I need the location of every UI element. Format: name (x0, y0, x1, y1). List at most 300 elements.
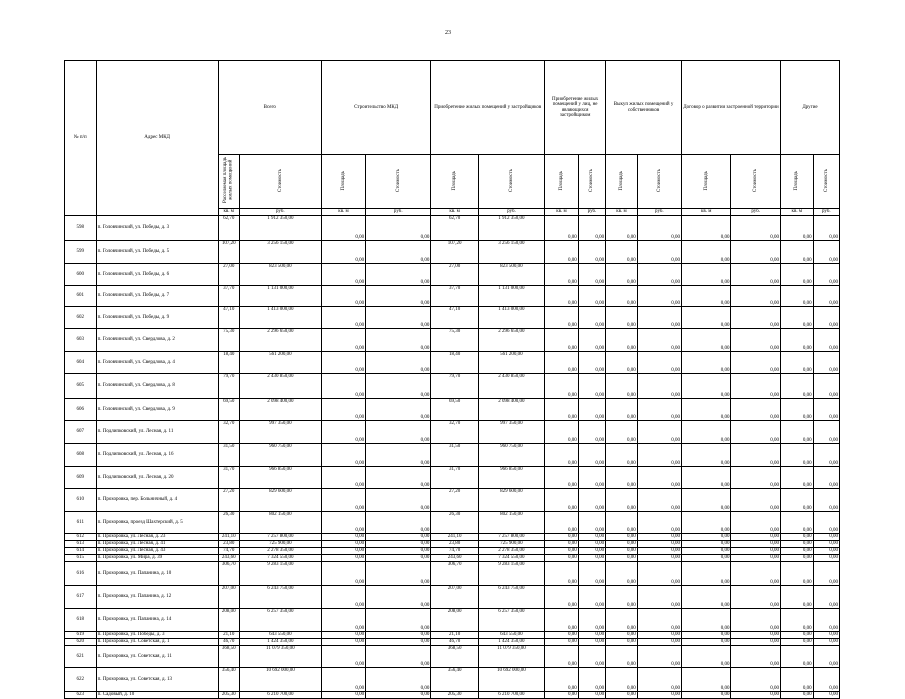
development-area: 0,00 (681, 352, 730, 374)
row-number: 611 (65, 512, 97, 534)
total-area: 208,00 (218, 609, 239, 632)
buyout-cost: 0,00 (637, 307, 681, 329)
other-area: 0,00 (780, 286, 813, 307)
other-area: 0,00 (780, 555, 813, 562)
buyout-area: 0,00 (606, 541, 638, 548)
header-group-developers: Приобретение жилых помещений у застройщиков (431, 61, 545, 155)
row-address: п. Головчинский, ул. Победы, д. 5 (96, 241, 218, 264)
development-cost: 0,00 (731, 555, 781, 562)
row-number: 610 (65, 489, 97, 512)
row-address: п. Головчинский, ул. Свердлова, д. 4 (96, 352, 218, 374)
total-area: 27,20 (218, 489, 239, 512)
development-cost: 0,00 (731, 632, 781, 639)
total-cost: 6 210 700,00 (239, 692, 321, 699)
buyout-cost: 0,00 (637, 286, 681, 307)
unit-label: кв. м (780, 209, 813, 216)
developer-cost: 6 210 700,00 (478, 692, 544, 699)
other-area: 0,00 (780, 512, 813, 534)
development-cost: 0,00 (731, 541, 781, 548)
construction-cost: 0,00 (366, 307, 431, 329)
non-developer-cost: 0,00 (578, 286, 605, 307)
buyout-cost: 0,00 (637, 399, 681, 421)
development-area: 0,00 (681, 286, 730, 307)
developer-cost: 2 430 850,00 (478, 374, 544, 399)
developer-cost: 966 850,00 (478, 467, 544, 489)
total-area: 356,40 (218, 668, 239, 692)
row-number: 623 (65, 692, 97, 699)
row-number: 621 (65, 646, 97, 668)
row-address: п. Прохоровка, ул. Лесная, д. 41 (96, 541, 218, 548)
row-address: п. Прохоровка, ул. Лесная, д. 43 (96, 548, 218, 555)
total-area: 62,70 (218, 216, 239, 241)
development-cost: 0,00 (731, 307, 781, 329)
table-row (65, 512, 840, 534)
non-developer-area: 0,00 (545, 467, 579, 489)
construction-area: 0,00 (321, 489, 365, 512)
row-address: п. Прохоровка, ул. Папанина, д. 14 (96, 609, 218, 632)
developer-cost: 829 600,00 (478, 489, 544, 512)
unit-label: кв. м (321, 209, 365, 216)
non-developer-area: 0,00 (545, 548, 579, 555)
other-area: 0,00 (780, 548, 813, 555)
construction-cost: 0,00 (366, 555, 431, 562)
non-developer-cost: 0,00 (578, 329, 605, 352)
row-address: п. Прохоровка, ул. Советская, д. 13 (96, 668, 218, 692)
total-area: 46,70 (218, 639, 239, 646)
development-cost: 0,00 (731, 548, 781, 555)
header-group-development-agreement: Договор о развитии застроенной территории (681, 61, 780, 155)
total-cost: 960 750,00 (239, 444, 321, 467)
other-cost: 0,00 (813, 374, 839, 399)
row-number: 612 (65, 534, 97, 541)
development-area: 0,00 (681, 264, 730, 286)
header-group-construction: Строительство МКД (321, 61, 431, 155)
total-area: 205,30 (218, 692, 239, 699)
development-area: 0,00 (681, 692, 730, 699)
non-developer-cost: 0,00 (578, 646, 605, 668)
total-cost: 7 257 800,00 (239, 534, 321, 541)
developer-cost: 1 912 350,00 (478, 216, 544, 241)
other-area: 0,00 (780, 264, 813, 286)
non-developer-cost: 0,00 (578, 241, 605, 264)
total-area: 243,60 (218, 555, 239, 562)
buyout-cost: 0,00 (637, 541, 681, 548)
construction-area: 0,00 (321, 639, 365, 646)
non-developer-cost: 0,00 (578, 512, 605, 534)
row-address: п. Прохоровка, ул. Мира, д. 39 (96, 555, 218, 562)
header-address: Адрес МКД (96, 61, 218, 216)
total-area: 27,00 (218, 264, 239, 286)
construction-cost: 0,00 (366, 444, 431, 467)
subheader-area: Площадь (431, 155, 478, 209)
table-row (65, 374, 840, 399)
row-address: п. Прохоровка, ул. Советская, д. 11 (96, 646, 218, 668)
total-area: 31,70 (218, 467, 239, 489)
non-developer-cost: 0,00 (578, 264, 605, 286)
total-cost: 10 692 000,00 (239, 668, 321, 692)
construction-area: 0,00 (321, 541, 365, 548)
buyout-cost: 0,00 (637, 467, 681, 489)
total-cost: 643 550,00 (239, 632, 321, 639)
unit-label: кв. м (545, 209, 579, 216)
other-cost: 0,00 (813, 216, 839, 241)
construction-area: 0,00 (321, 444, 365, 467)
development-cost: 0,00 (731, 609, 781, 632)
non-developer-area: 0,00 (545, 609, 579, 632)
non-developer-cost: 0,00 (578, 562, 605, 586)
other-cost: 0,00 (813, 329, 839, 352)
other-area: 0,00 (780, 216, 813, 241)
non-developer-area: 0,00 (545, 307, 579, 329)
other-area: 0,00 (780, 692, 813, 699)
development-area: 0,00 (681, 307, 730, 329)
other-area: 0,00 (780, 421, 813, 444)
buyout-cost: 0,00 (637, 352, 681, 374)
total-cost: 2 296 650,00 (239, 329, 321, 352)
total-cost: 3 256 150,00 (239, 241, 321, 264)
non-developer-cost: 0,00 (578, 639, 605, 646)
total-area: 79,70 (218, 374, 239, 399)
construction-area: 0,00 (321, 512, 365, 534)
other-area: 0,00 (780, 586, 813, 609)
non-developer-cost: 0,00 (578, 352, 605, 374)
construction-area: 0,00 (321, 329, 365, 352)
unit-label: руб. (813, 209, 839, 216)
non-developer-area: 0,00 (545, 512, 579, 534)
buyout-area: 0,00 (606, 586, 638, 609)
non-developer-cost: 0,00 (578, 668, 605, 692)
developer-cost: 1 413 000,00 (478, 307, 544, 329)
developer-cost: 9 283 150,00 (478, 562, 544, 586)
construction-cost: 0,00 (366, 512, 431, 534)
development-area: 0,00 (681, 609, 730, 632)
buyout-area: 0,00 (606, 374, 638, 399)
development-cost: 0,00 (731, 216, 781, 241)
table-row (65, 216, 840, 241)
row-address: п. Прохоровка, пер. Больничный, д. 4 (96, 489, 218, 512)
development-cost: 0,00 (731, 586, 781, 609)
other-cost: 0,00 (813, 534, 839, 541)
table-row (65, 241, 840, 264)
development-area: 0,00 (681, 632, 730, 639)
buyout-area: 0,00 (606, 534, 638, 541)
development-cost: 0,00 (731, 444, 781, 467)
other-area: 0,00 (780, 352, 813, 374)
buyout-cost: 0,00 (637, 216, 681, 241)
table-row (65, 264, 840, 286)
row-number: 608 (65, 444, 97, 467)
buyout-cost: 0,00 (637, 609, 681, 632)
development-cost: 0,00 (731, 534, 781, 541)
total-cost: 2 098 400,00 (239, 399, 321, 421)
table-row (65, 352, 840, 374)
other-cost: 0,00 (813, 639, 839, 646)
construction-cost: 0,00 (366, 489, 431, 512)
development-area: 0,00 (681, 489, 730, 512)
other-area: 0,00 (780, 632, 813, 639)
unit-label: кв. м (681, 209, 730, 216)
construction-area: 0,00 (321, 668, 365, 692)
header-group-other: Другие (780, 61, 839, 155)
buyout-area: 0,00 (606, 264, 638, 286)
buyout-area: 0,00 (606, 216, 638, 241)
other-area: 0,00 (780, 489, 813, 512)
subheader-cost: Стоимость (239, 155, 321, 209)
total-cost: 561 200,00 (239, 352, 321, 374)
non-developer-area: 0,00 (545, 489, 579, 512)
table-row (65, 534, 840, 541)
construction-cost: 0,00 (366, 534, 431, 541)
table-row (65, 307, 840, 329)
construction-area: 0,00 (321, 586, 365, 609)
non-developer-area: 0,00 (545, 541, 579, 548)
developer-area: 31,50 (431, 444, 478, 467)
non-developer-cost: 0,00 (578, 548, 605, 555)
construction-area: 0,00 (321, 548, 365, 555)
subheader-area: Площадь (321, 155, 365, 209)
other-cost: 0,00 (813, 562, 839, 586)
other-area: 0,00 (780, 329, 813, 352)
development-cost: 0,00 (731, 562, 781, 586)
other-cost: 0,00 (813, 668, 839, 692)
non-developer-area: 0,00 (545, 555, 579, 562)
construction-cost: 0,00 (366, 329, 431, 352)
developer-cost: 643 550,00 (478, 632, 544, 639)
development-cost: 0,00 (731, 399, 781, 421)
non-developer-cost: 0,00 (578, 692, 605, 699)
construction-cost: 0,00 (366, 374, 431, 399)
buyout-cost: 0,00 (637, 489, 681, 512)
buyout-cost: 0,00 (637, 534, 681, 541)
developer-area: 18,40 (431, 352, 478, 374)
row-number: 606 (65, 399, 97, 421)
table-row (65, 555, 840, 562)
row-address: п. Головчинский, ул. Свердлова, д. 2 (96, 329, 218, 352)
total-cost: 725 900,00 (239, 541, 321, 548)
developer-cost: 2 296 650,00 (478, 329, 544, 352)
total-cost: 1 413 000,00 (239, 307, 321, 329)
non-developer-cost: 0,00 (578, 467, 605, 489)
buyout-cost: 0,00 (637, 421, 681, 444)
buyout-area: 0,00 (606, 489, 638, 512)
buyout-area: 0,00 (606, 632, 638, 639)
buyout-cost: 0,00 (637, 668, 681, 692)
development-cost: 0,00 (731, 489, 781, 512)
total-cost: 1 912 350,00 (239, 216, 321, 241)
developer-area: 241,10 (431, 534, 478, 541)
developer-area: 27,00 (431, 264, 478, 286)
construction-area: 0,00 (321, 692, 365, 699)
other-cost: 0,00 (813, 692, 839, 699)
row-address: п. Подлипковский, ул. Лесная, д. 20 (96, 467, 218, 489)
construction-cost: 0,00 (366, 421, 431, 444)
row-number: 604 (65, 352, 97, 374)
unit-label: руб. (637, 209, 681, 216)
buyout-area: 0,00 (606, 692, 638, 699)
non-developer-area: 0,00 (545, 241, 579, 264)
buyout-cost: 0,00 (637, 632, 681, 639)
table-row (65, 467, 840, 489)
row-address: п. Прохоровка, проезд Шахтерский, д. 5 (96, 512, 218, 534)
header-group-non-developers: Приобретение жилых помещений у лиц, не являющихся застройщиком (545, 61, 606, 155)
construction-area: 0,00 (321, 216, 365, 241)
development-cost: 0,00 (731, 374, 781, 399)
construction-cost: 0,00 (366, 632, 431, 639)
non-developer-area: 0,00 (545, 352, 579, 374)
non-developer-cost: 0,00 (578, 307, 605, 329)
non-developer-cost: 0,00 (578, 534, 605, 541)
non-developer-area: 0,00 (545, 639, 579, 646)
construction-area: 0,00 (321, 646, 365, 668)
row-number: 598 (65, 216, 97, 241)
total-cost: 1 424 350,00 (239, 639, 321, 646)
buyout-cost: 0,00 (637, 264, 681, 286)
total-cost: 829 600,00 (239, 489, 321, 512)
total-area: 23,80 (218, 541, 239, 548)
buyout-cost: 0,00 (637, 562, 681, 586)
total-area: 207,00 (218, 586, 239, 609)
row-number: 599 (65, 241, 97, 264)
subheader-area: Расселяемая площадь жилых помещений (218, 155, 239, 209)
developer-area: 27,20 (431, 489, 478, 512)
buyout-area: 0,00 (606, 555, 638, 562)
unit-label: руб. (239, 209, 321, 216)
other-cost: 0,00 (813, 444, 839, 467)
development-area: 0,00 (681, 216, 730, 241)
buyout-area: 0,00 (606, 444, 638, 467)
total-cost: 7 324 550,00 (239, 555, 321, 562)
non-developer-cost: 0,00 (578, 555, 605, 562)
development-area: 0,00 (681, 646, 730, 668)
buyout-cost: 0,00 (637, 586, 681, 609)
developer-cost: 3 256 150,00 (478, 241, 544, 264)
row-address: п. Прохоровка, ул. Папанина, д. 12 (96, 586, 218, 609)
non-developer-cost: 0,00 (578, 421, 605, 444)
row-address: п. Головчинский, ул. Победы, д. 9 (96, 307, 218, 329)
construction-area: 0,00 (321, 632, 365, 639)
construction-cost: 0,00 (366, 548, 431, 555)
development-area: 0,00 (681, 444, 730, 467)
development-area: 0,00 (681, 541, 730, 548)
development-cost: 0,00 (731, 241, 781, 264)
other-cost: 0,00 (813, 241, 839, 264)
total-area: 47,10 (218, 307, 239, 329)
development-area: 0,00 (681, 639, 730, 646)
construction-cost: 0,00 (366, 216, 431, 241)
total-cost: 966 850,00 (239, 467, 321, 489)
other-cost: 0,00 (813, 399, 839, 421)
subheader-area: Площадь (606, 155, 638, 209)
developer-cost: 2 098 400,00 (478, 399, 544, 421)
non-developer-cost: 0,00 (578, 444, 605, 467)
unit-label: кв. м (218, 209, 239, 216)
row-number: 620 (65, 639, 97, 646)
development-area: 0,00 (681, 421, 730, 444)
header-num: № п/п (65, 61, 97, 216)
non-developer-area: 0,00 (545, 692, 579, 699)
non-developer-cost: 0,00 (578, 374, 605, 399)
row-number: 603 (65, 329, 97, 352)
other-area: 0,00 (780, 399, 813, 421)
non-developer-cost: 0,00 (578, 216, 605, 241)
header-group-buyout: Выкуп жилых помещений у собственников (606, 61, 682, 155)
row-number: 615 (65, 555, 97, 562)
other-cost: 0,00 (813, 609, 839, 632)
row-number: 616 (65, 562, 97, 586)
construction-area: 0,00 (321, 399, 365, 421)
construction-cost: 0,00 (366, 467, 431, 489)
construction-area: 0,00 (321, 467, 365, 489)
row-address: п. Головчинский, ул. Победы, д. 7 (96, 286, 218, 307)
subheader-cost: Стоимость (366, 155, 431, 209)
row-number: 601 (65, 286, 97, 307)
buyout-area: 0,00 (606, 646, 638, 668)
construction-cost: 0,00 (366, 609, 431, 632)
subheader-cost: Стоимость (813, 155, 839, 209)
buyout-cost: 0,00 (637, 374, 681, 399)
total-cost: 2 278 350,00 (239, 548, 321, 555)
developer-cost: 2 278 350,00 (478, 548, 544, 555)
other-area: 0,00 (780, 562, 813, 586)
other-area: 0,00 (780, 307, 813, 329)
development-area: 0,00 (681, 399, 730, 421)
total-area: 21,10 (218, 632, 239, 639)
total-cost: 802 150,00 (239, 512, 321, 534)
table-row (65, 541, 840, 548)
developer-area: 208,00 (431, 609, 478, 632)
developer-area: 47,10 (431, 307, 478, 329)
development-area: 0,00 (681, 374, 730, 399)
development-area: 0,00 (681, 329, 730, 352)
row-number: 614 (65, 548, 97, 555)
other-area: 0,00 (780, 534, 813, 541)
buyout-cost: 0,00 (637, 692, 681, 699)
other-area: 0,00 (780, 609, 813, 632)
construction-cost: 0,00 (366, 352, 431, 374)
buyout-cost: 0,00 (637, 646, 681, 668)
construction-area: 0,00 (321, 421, 365, 444)
developer-cost: 7 324 550,00 (478, 555, 544, 562)
total-area: 32,70 (218, 421, 239, 444)
buyout-area: 0,00 (606, 639, 638, 646)
table-row (65, 489, 840, 512)
total-cost: 11 079 350,00 (239, 646, 321, 668)
buyout-area: 0,00 (606, 467, 638, 489)
other-cost: 0,00 (813, 646, 839, 668)
row-address: п. Подлипковский, ул. Лесная, д. 16 (96, 444, 218, 467)
total-area: 74,70 (218, 548, 239, 555)
subheader-area: Площадь (545, 155, 579, 209)
row-address: п. Прохоровка, ул. Лесная, д. 23 (96, 534, 218, 541)
total-area: 75,30 (218, 329, 239, 352)
total-area: 37,70 (218, 286, 239, 307)
row-number: 607 (65, 421, 97, 444)
non-developer-area: 0,00 (545, 216, 579, 241)
subheader-area: Площадь (681, 155, 730, 209)
developer-area: 23,80 (431, 541, 478, 548)
total-cost: 9 283 150,00 (239, 562, 321, 586)
development-area: 0,00 (681, 467, 730, 489)
other-cost: 0,00 (813, 512, 839, 534)
construction-cost: 0,00 (366, 264, 431, 286)
non-developer-area: 0,00 (545, 329, 579, 352)
buyout-cost: 0,00 (637, 329, 681, 352)
unit-label: руб. (578, 209, 605, 216)
other-cost: 0,00 (813, 307, 839, 329)
other-area: 0,00 (780, 374, 813, 399)
row-number: 618 (65, 609, 97, 632)
total-cost: 997 350,00 (239, 421, 321, 444)
